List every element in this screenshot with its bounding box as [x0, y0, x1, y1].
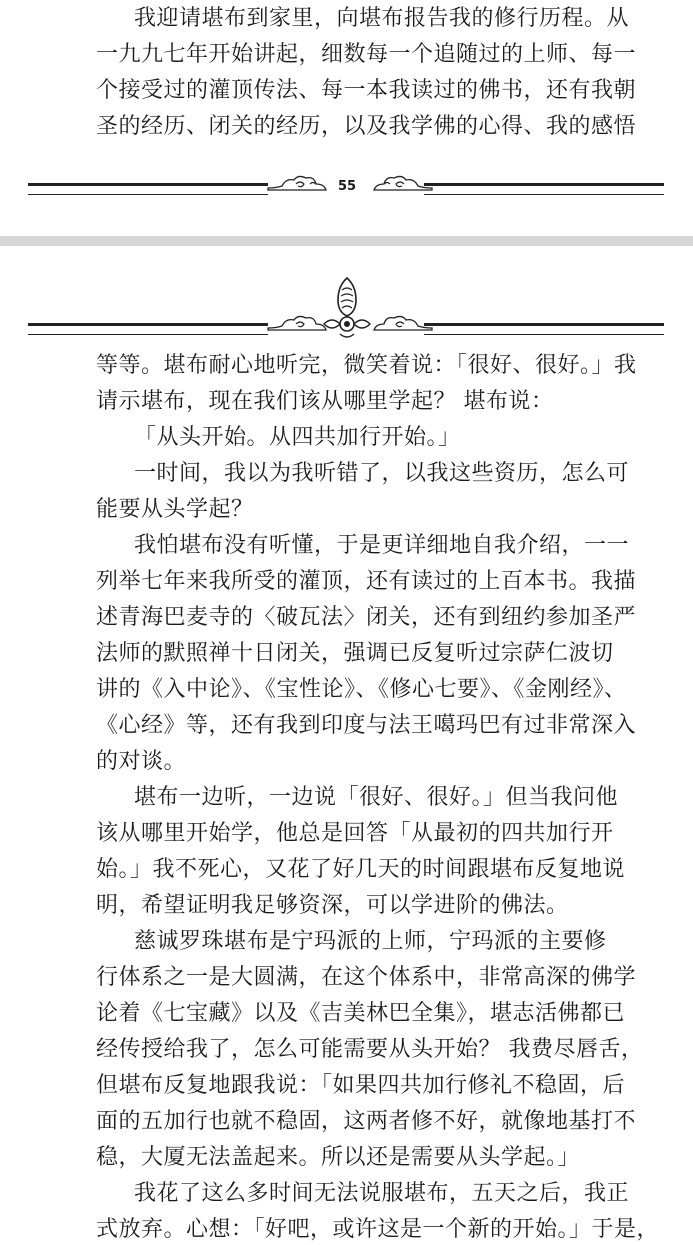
- text-line: 但堪布反复地跟我说：「如果四共加行修礼不稳固，后: [96, 1073, 626, 1098]
- text-line: 请示堪布，现在我们该从哪里学起？ 堪布说：: [96, 389, 554, 414]
- text-line: 慈诚罗珠堪布是宁玛派的上师，宁玛派的主要修: [134, 929, 607, 954]
- text-line: 稳，大厦无法盖起来。所以还是需要从头学起。」: [96, 1145, 581, 1170]
- text-line: 圣的经历、闭关的经历，以及我学佛的心得、我的感悟: [96, 114, 637, 139]
- text-line: 我怕堪布没有听懂，于是更详细地自我介绍，一一: [134, 533, 630, 558]
- text-line: 讲的《入中论》、《宝性论》、《修心七要》、《金刚经》、: [96, 677, 627, 702]
- text-line: 明，希望证明我足够资深，可以学进阶的佛法。: [96, 893, 569, 918]
- page-number: 55: [337, 179, 357, 194]
- cloud-ornament-left-icon: [266, 172, 328, 194]
- header-rule-left: [28, 323, 268, 335]
- text-line: 始。」我不死心，又花了好几天的时间跟堪布反复地说: [96, 857, 626, 882]
- text-line: 述青海巴麦寺的〈破瓦法〉闭关，还有到纽约参加圣严: [96, 605, 637, 630]
- text-line: 行体系之一是大圆满，在这个体系中，非常高深的佛学: [96, 965, 637, 990]
- text-line: 该从哪里开始学，他总是回答「从最初的四共加行开: [96, 821, 614, 846]
- text-line: 一九九七年开始讲起，细数每一个追随过的上师、每一: [96, 42, 637, 67]
- text-line: 我迎请堪布到家里，向堪布报告我的修行历程。从: [134, 6, 630, 31]
- page-55: [0, 0, 693, 236]
- footer-rule-left: [28, 183, 268, 195]
- text-line: 法师的默照禅十日闭关，强调已反复听过宗萨仁波切: [96, 641, 614, 666]
- cloud-ornament-right-icon: [372, 172, 434, 194]
- text-line: 能要从头学起？: [96, 497, 254, 522]
- text-line: 式放弃。心想：「好吧，或许这是一个新的开始。」于是，: [96, 1217, 660, 1242]
- text-line: 「从头开始。从四共加行开始。」: [134, 425, 461, 450]
- text-line: 的对谈。: [96, 749, 187, 774]
- text-line: 《心经》等，还有我到印度与法王噶玛巴有过非常深入: [96, 713, 637, 738]
- text-line: 面的五加行也就不稳固，这两者修不好，就像地基打不: [96, 1109, 637, 1134]
- text-line: 一时间，我以为我听错了，以我这些资历，怎么可: [134, 461, 630, 486]
- cloud-ornament-right-icon: [372, 312, 434, 334]
- text-line: 等等。堪布耐心地听完，微笑着说：「很好、很好。」我: [96, 353, 637, 378]
- text-line: 列举七年来我所受的灌顶，还有读过的上百本书。我描: [96, 569, 637, 594]
- text-line: 堪布一边听，一边说「很好、很好。」但当我问他: [134, 785, 619, 810]
- text-line: 我花了这么多时间无法说服堪布，五天之后，我正: [134, 1181, 630, 1206]
- page-56: [0, 246, 693, 1242]
- footer-rule-right: [424, 183, 664, 195]
- text-line: 论着《七宝藏》以及《吉美林巴全集》，堪志活佛都已: [96, 1001, 626, 1026]
- page-gap: [0, 236, 693, 246]
- header-rule-right: [424, 323, 664, 335]
- text-line: 个接受过的灌顶传法、每一本我读过的佛书，还有我朝: [96, 78, 637, 103]
- lotus-emblem-icon: [318, 276, 376, 340]
- text-line: 经传授给我了，怎么可能需要从头开始？ 我费尽唇舌，: [96, 1037, 644, 1062]
